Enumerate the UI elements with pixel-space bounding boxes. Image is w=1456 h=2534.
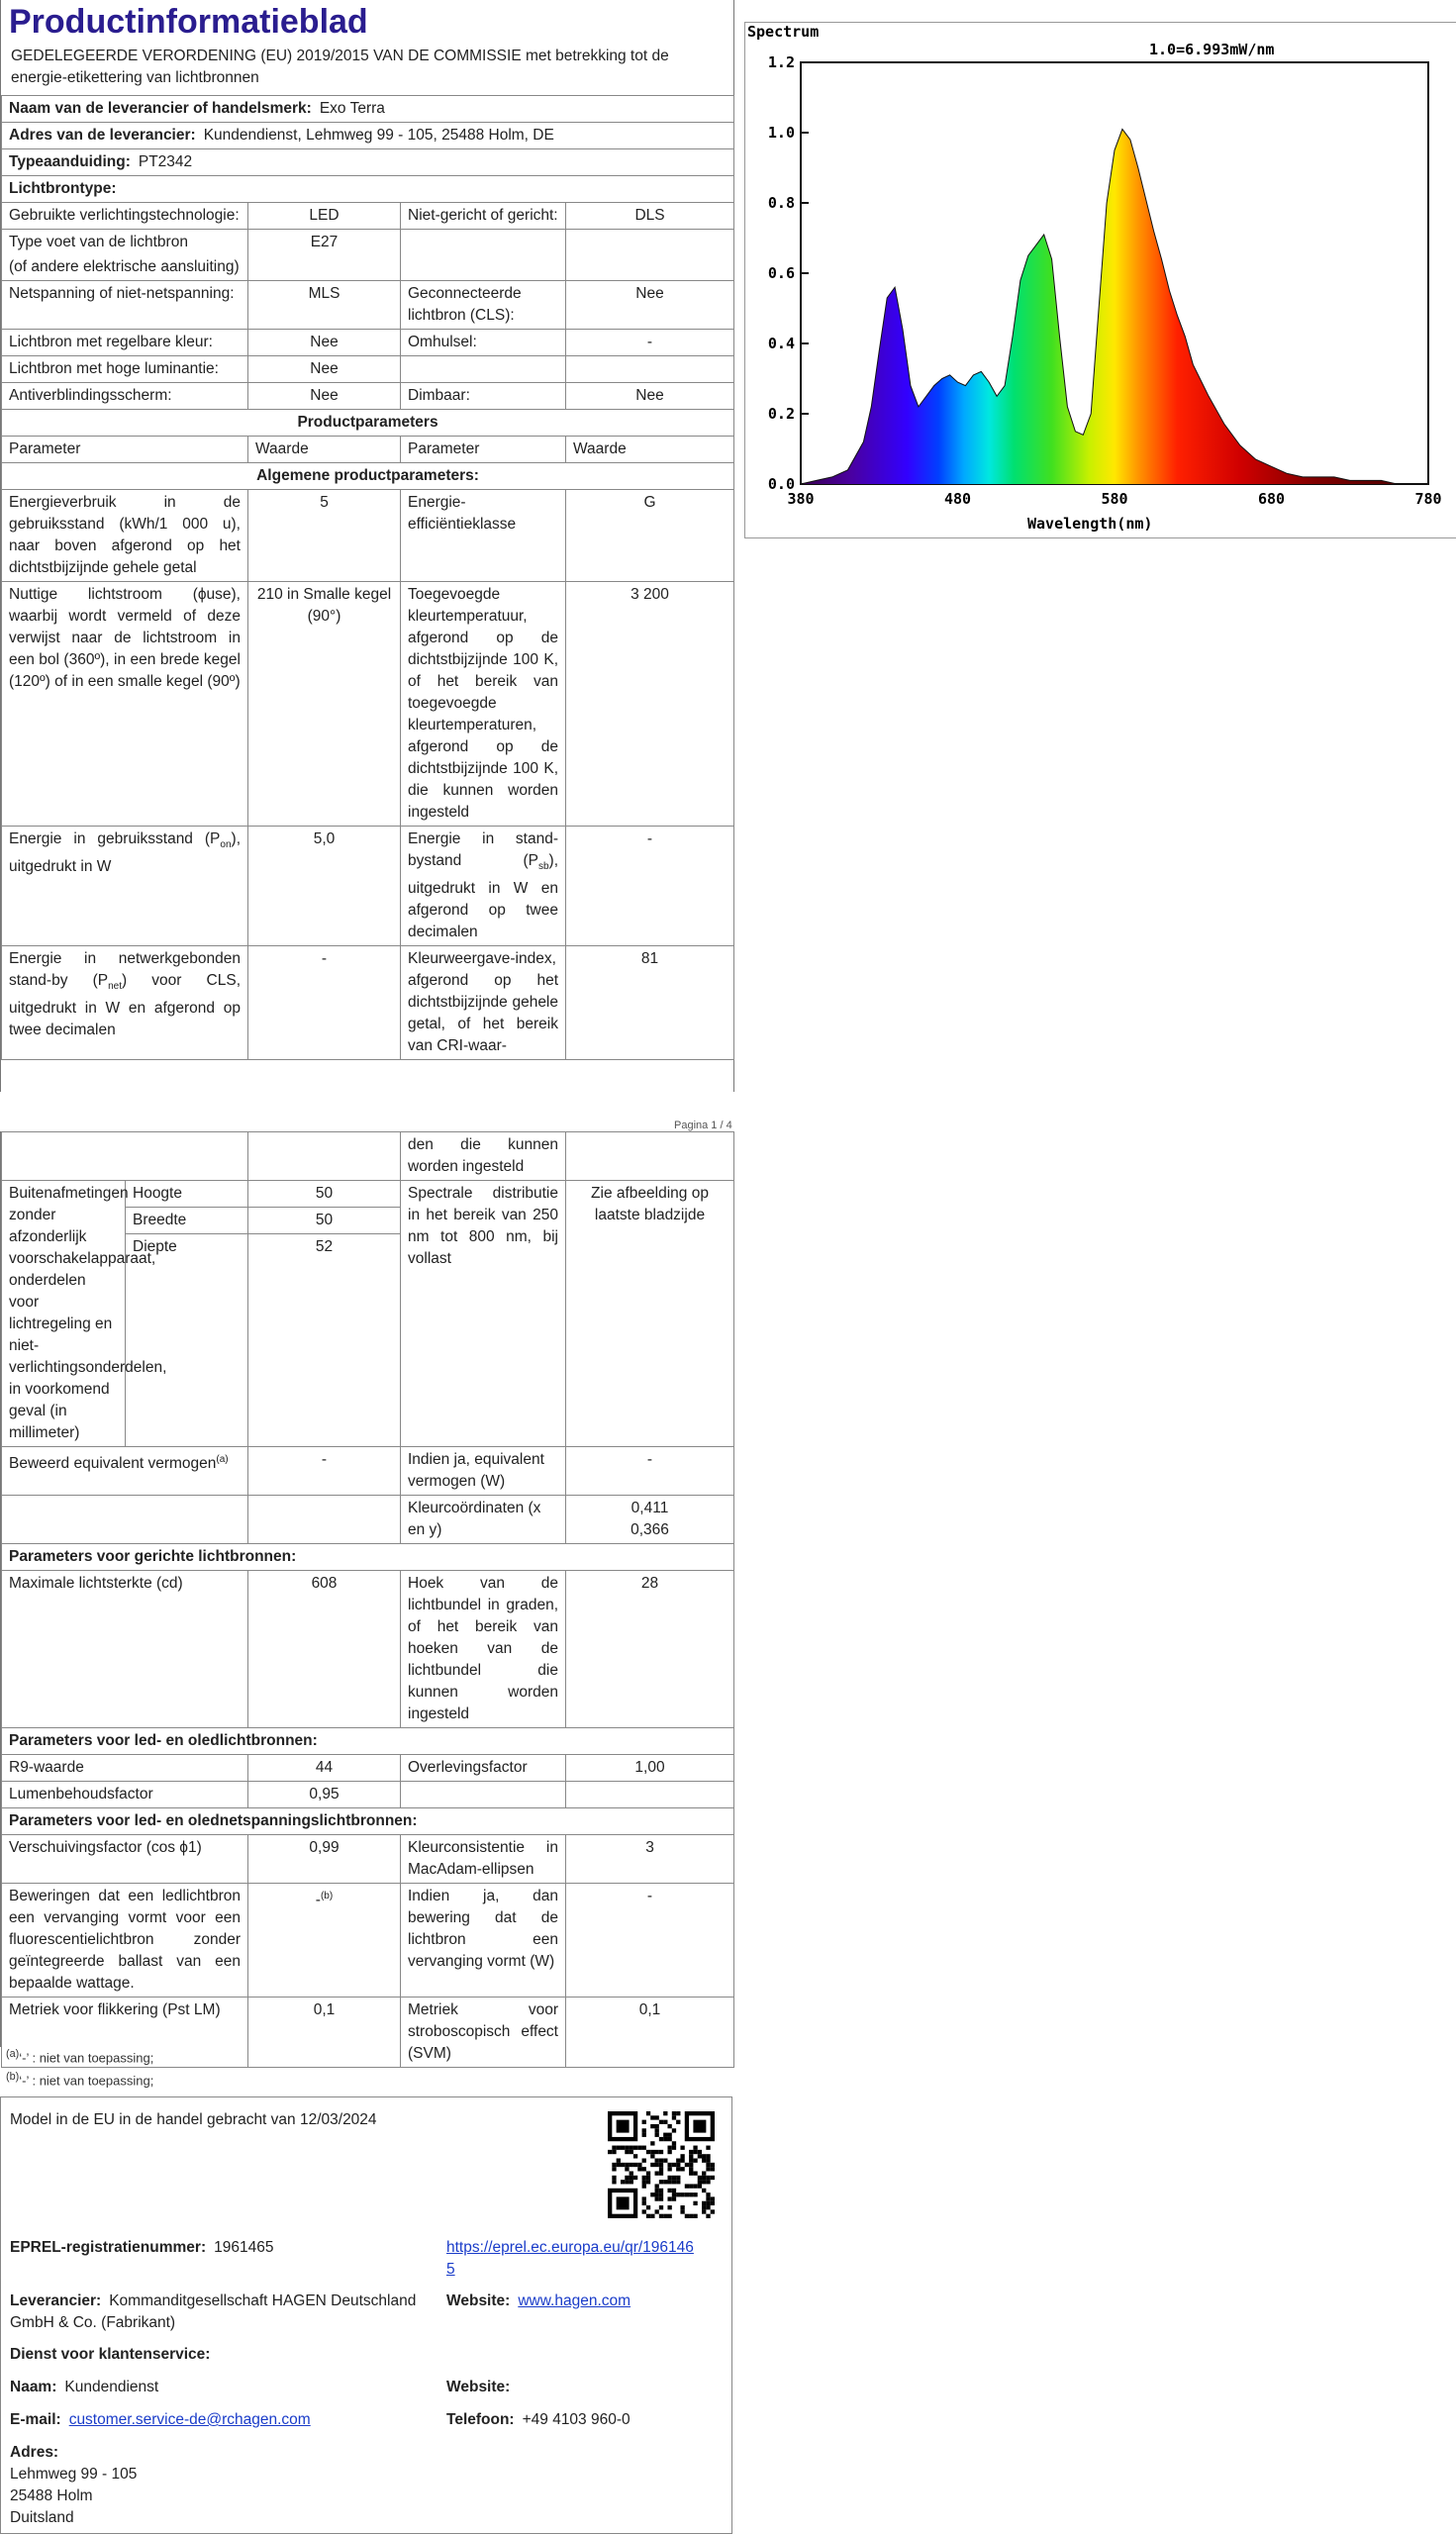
page-title: Productinformatieblad	[9, 3, 368, 41]
spectrum-chart	[744, 22, 1456, 538]
subscript: sb	[537, 861, 549, 873]
column-header: Waarde	[248, 437, 401, 463]
cell-value: -	[248, 946, 401, 1060]
supplier-address-row	[2, 123, 734, 149]
supplier-row	[10, 2290, 436, 2334]
y-tick-label: 0.8	[767, 194, 795, 212]
cell-label	[401, 356, 566, 383]
phone-label: Telefoon:	[446, 2411, 515, 2428]
label-text: Beweerd equivalent vermogen	[9, 1455, 217, 1473]
cell-value: 3 200	[566, 582, 734, 827]
table-row	[2, 490, 734, 582]
supplier-table	[1, 95, 734, 1060]
product-parameters-heading: Productparameters	[2, 410, 734, 437]
cell-label: R9-waarde	[2, 1755, 248, 1782]
cell-label-line: Type voet van de lichtbron	[9, 234, 188, 250]
cell-value: DLS	[566, 203, 734, 230]
table-header-row	[2, 437, 734, 463]
x-tick-label: 680	[1257, 490, 1286, 508]
height-label: Hoogte	[126, 1181, 248, 1208]
cell-label: Indien ja, dan bewering dat de lichtbron een vervanging vormt (W)	[401, 1884, 566, 1998]
cell-label: Verschuivingsfactor (cos ϕ1)	[2, 1835, 248, 1884]
table-row	[2, 281, 734, 330]
table-row	[2, 1447, 734, 1496]
eprel-link-wrap	[446, 2237, 694, 2281]
spectrum-area	[801, 129, 1428, 484]
cell-value: 0,99	[248, 1835, 401, 1884]
parameters-table-continued	[1, 1131, 734, 2068]
subscript: net	[108, 981, 122, 993]
supplier-info-box	[0, 2096, 732, 2534]
table-row	[2, 1755, 734, 1782]
supplier-value: Kommanditgesellschaft HAGEN Deutschland GmbH & Co. (Fabrikant)	[10, 2292, 417, 2331]
email-link[interactable]: customer.service-de@rchagen.com	[68, 2411, 311, 2428]
cell-value: 608	[248, 1571, 401, 1728]
contact-name-value: Kundendienst	[64, 2379, 159, 2395]
address-line: Duitsland	[10, 2509, 74, 2526]
supplier-label: Leverancier:	[10, 2292, 102, 2309]
label-text: ), uitgedrukt in W	[9, 830, 241, 876]
cell-label	[401, 1782, 566, 1808]
cell-label	[2, 946, 248, 1060]
chroma-x: 0,411	[631, 1500, 669, 1516]
cell-label	[2, 1447, 248, 1496]
footnote-mark: (a)	[6, 2048, 20, 2060]
cell-label	[401, 230, 566, 281]
led-heading: Parameters voor led- en oledlichtbronnen:	[2, 1728, 734, 1755]
address-line: Lehmweg 99 - 105	[10, 2466, 138, 2483]
table-row	[2, 827, 734, 946]
label-text: Energie in stand-bystand (P	[408, 830, 558, 869]
cell-label: Toegevoegde kleurtemperatuur, afgerond op de dichtstbijzijnde 100 K, of het bereik van toegevoegde kleurtemperaturen, afgerond op de dichtstbijzijnde 100 K, die kunnen worden ingesteld	[401, 582, 566, 827]
regulation-subtitle: GEDELEGEERDE VERORDENING (EU) 2019/2015 VAN DE COMMISSIE met betrekking tot de energie-etikettering van lichtbronnen	[11, 48, 669, 86]
cell-value: G	[566, 490, 734, 582]
cell-value: -	[566, 1447, 734, 1496]
table-row	[2, 1496, 734, 1544]
table-row	[2, 1181, 734, 1208]
supplier-name-label: Naam van de leverancier of handelsmerk:	[9, 100, 312, 117]
y-tick-label: 1.2	[767, 53, 795, 71]
cell-label: Beweringen dat een ledlichtbron een vervanging vormt voor een fluorescentielichtbron zonder geïntegreerde ballast van een bepaalde wattage.	[2, 1884, 248, 1998]
y-tick-label: 0.6	[767, 264, 795, 282]
market-date-text: Model in de EU in de handel gebracht van 12/03/2024	[10, 2111, 377, 2128]
cell-empty	[248, 1132, 401, 1181]
cell-label: Antiverblindingsscherm:	[2, 383, 248, 410]
label-text: Energie in netwerkgebonden stand-by (P	[9, 950, 241, 990]
cell-value	[566, 230, 734, 281]
contact-website-label: Website:	[446, 2379, 511, 2395]
eprel-row	[10, 2237, 273, 2259]
model-row	[2, 149, 734, 176]
cell-empty	[2, 1132, 248, 1181]
y-tick-label: 0.4	[767, 335, 795, 352]
contact-name-label: Naam:	[10, 2379, 57, 2395]
cell-value: 0,1	[248, 1998, 401, 2068]
supplier-address-label: Adres van de leverancier:	[9, 127, 196, 144]
chroma-y: 0,366	[631, 1521, 669, 1538]
website-link[interactable]: www.hagen.com	[518, 2292, 631, 2309]
general-parameters-heading: Algemene productparameters:	[2, 463, 734, 490]
column-header: Parameter	[401, 437, 566, 463]
cell-value: 44	[248, 1755, 401, 1782]
table-row	[2, 1132, 734, 1181]
cell-value: Nee	[248, 356, 401, 383]
footnote-mark: (a)	[216, 1454, 229, 1465]
mains-heading: Parameters voor led- en olednetspanningslichtbronnen:	[2, 1808, 734, 1835]
value-text: -	[315, 1892, 321, 1909]
cell-value: 28	[566, 1571, 734, 1728]
x-axis-label: Wavelength(nm)	[1027, 515, 1153, 533]
contact-website-row	[446, 2377, 518, 2398]
cell-label	[401, 827, 566, 946]
cell-label: Lichtbron met regelbare kleur:	[2, 330, 248, 356]
cell-value: 81	[566, 946, 734, 1060]
spectrum-title: Spectrum	[747, 23, 820, 41]
cell-value: LED	[248, 203, 401, 230]
supplier-address-value: Kundendienst, Lehmweg 99 - 105, 25488 Holm, DE	[203, 127, 554, 144]
cell-label: den die kunnen worden ingesteld	[401, 1132, 566, 1181]
cell-label: Energieverbruik in de gebruiksstand (kWh/1 000 u), naar boven afgerond op het dichtstbijzijnde gehele getal	[2, 490, 248, 582]
phone-value: +49 4103 960-0	[522, 2411, 631, 2428]
cell-empty	[248, 1496, 401, 1544]
cell-label: Energie-efficiëntieklasse	[401, 490, 566, 582]
cell-label: Kleurconsistentie in MacAdam-ellipsen	[401, 1835, 566, 1884]
cell-label: Spectrale distributie in het bereik van 250 nm tot 800 nm, bij vollast	[401, 1181, 566, 1447]
cell-value: Nee	[248, 383, 401, 410]
spectrum-svg	[745, 23, 1455, 536]
table-row	[2, 1884, 734, 1998]
cell-label: Niet-gericht of gericht:	[401, 203, 566, 230]
cell-value: MLS	[248, 281, 401, 330]
label-text: Energie in gebruiksstand (P	[9, 830, 221, 847]
cell-label: Maximale lichtsterkte (cd)	[2, 1571, 248, 1728]
cell-label: Nuttige lichtstroom (ϕuse), waarbij wordt vermeld of deze verwijst naar de lichtstroom in een bol (360º), in een brede kegel (120º) of in een smalle kegel (90º)	[2, 582, 248, 827]
depth-value: 52	[248, 1234, 401, 1447]
cell-value: 5,0	[248, 827, 401, 946]
cell-value	[248, 1884, 401, 1998]
cell-value: Nee	[248, 330, 401, 356]
x-tick-label: 380	[787, 490, 815, 508]
supplier-name-row	[2, 96, 734, 123]
footnote-b	[6, 2071, 153, 2088]
table-row	[2, 946, 734, 1060]
subscript: on	[220, 839, 232, 851]
x-tick-label: 780	[1414, 490, 1442, 508]
cell-value: Zie afbeelding op laatste bladzijde	[566, 1181, 734, 1447]
cell-label: Geconnecteerde lichtbron (CLS):	[401, 281, 566, 330]
website-row	[446, 2290, 631, 2312]
eprel-value: 1961465	[214, 2239, 274, 2256]
spectrum-scale-note: 1.0=6.993mW/nm	[1149, 41, 1275, 58]
page-1	[0, 0, 734, 1092]
table-row	[2, 1835, 734, 1884]
website-label: Website:	[446, 2292, 511, 2309]
cell-label	[2, 827, 248, 946]
cell-value: -	[566, 1884, 734, 1998]
x-tick-label: 580	[1101, 490, 1128, 508]
cell-value	[566, 1782, 734, 1808]
cell-value: 0,1	[566, 1998, 734, 2068]
cell-label: Lichtbron met hoge luminantie:	[2, 356, 248, 383]
cell-empty	[566, 1132, 734, 1181]
cell-value: 1,00	[566, 1755, 734, 1782]
directed-heading: Parameters voor gerichte lichtbronnen:	[2, 1544, 734, 1571]
table-row	[2, 356, 734, 383]
phone-row	[446, 2409, 631, 2431]
cell-value: Nee	[566, 383, 734, 410]
light-source-type-heading: Lichtbrontype:	[2, 176, 734, 203]
dimensions-label: Buitenafmetingen zonder afzonderlijk voorschakelapparaat, onderdelen voor lichtregeling en niet-verlichtingsonderdelen, in voorkomend geval (in millimeter)	[2, 1181, 126, 1447]
column-header: Waarde	[566, 437, 734, 463]
cell-value	[566, 356, 734, 383]
cell-label: Gebruikte verlichtingstechnologie:	[2, 203, 248, 230]
width-value: 50	[248, 1208, 401, 1234]
cell-label: Netspanning of niet-netspanning:	[2, 281, 248, 330]
eprel-label: EPREL-registratienummer:	[10, 2239, 207, 2256]
model-label: Typeaanduiding:	[9, 153, 131, 170]
cell-label: Omhulsel:	[401, 330, 566, 356]
cell-label: Metriek voor flikkering (Pst LM)	[2, 1998, 248, 2068]
cell-value: Nee	[566, 281, 734, 330]
address-line: 25488 Holm	[10, 2487, 93, 2504]
email-label: E-mail:	[10, 2411, 61, 2428]
table-row	[2, 330, 734, 356]
cell-label: Kleurcoördinaten (x en y)	[401, 1496, 566, 1544]
cell-label: Dimbaar:	[401, 383, 566, 410]
cell-label: Hoek van de lichtbundel in graden, of het bereik van hoeken van de lichtbundel die kunnen worden ingesteld	[401, 1571, 566, 1728]
supplier-name-value: Exo Terra	[319, 100, 385, 117]
cell-value: 3	[566, 1835, 734, 1884]
cell-value: -	[566, 827, 734, 946]
cell-label: Lumenbehoudsfactor	[2, 1782, 248, 1808]
cell-label-line: (of andere elektrische aansluiting)	[9, 258, 240, 275]
cell-empty	[2, 1496, 248, 1544]
width-label: Breedte	[126, 1208, 248, 1234]
customer-service-heading: Dienst voor klantenservice:	[10, 2346, 211, 2363]
footnote-a	[6, 2048, 153, 2065]
email-row	[10, 2409, 311, 2431]
eprel-link[interactable]: https://eprel.ec.europa.eu/qr/1961465	[446, 2239, 694, 2278]
page-number: Pagina 1 / 4	[674, 1120, 732, 1131]
x-tick-label: 480	[943, 490, 972, 508]
table-row	[2, 582, 734, 827]
cell-value: E27	[248, 230, 401, 281]
label-text: ) voor CLS, uitgedrukt in W en afgerond op twee decimalen	[9, 972, 241, 1039]
depth-label: Diepte	[126, 1234, 248, 1447]
model-value: PT2342	[138, 153, 193, 170]
cell-label: Kleurweergave-index, afgerond op het dichtstbijzijnde gehele getal, of het bereik van CRI-waar-	[401, 946, 566, 1060]
column-header: Parameter	[2, 437, 248, 463]
cell-label: Overlevingsfactor	[401, 1755, 566, 1782]
y-tick-label: 1.0	[767, 124, 795, 142]
cell-value: 210 in Smalle kegel (90°)	[248, 582, 401, 827]
label-text: ), uitgedrukt in W en afgerond op twee decimalen	[408, 852, 558, 941]
footnote-mark: (b)	[6, 2071, 20, 2083]
cell-value: -	[566, 330, 734, 356]
height-value: 50	[248, 1181, 401, 1208]
cell-value	[566, 1496, 734, 1544]
footnote-text: ‘-’ : niet van toepassing;	[19, 2050, 154, 2066]
cell-label: Metriek voor stroboscopisch effect (SVM)	[401, 1998, 566, 2068]
cell-label: Indien ja, equivalent vermogen (W)	[401, 1447, 566, 1496]
cell-value: 5	[248, 490, 401, 582]
footnote-mark: (b)	[320, 1891, 334, 1901]
table-row	[2, 203, 734, 230]
table-row	[2, 1571, 734, 1728]
table-row	[2, 383, 734, 410]
qr-code-icon[interactable]	[608, 2111, 715, 2218]
cell-label	[2, 230, 248, 281]
contact-name-row	[10, 2377, 158, 2398]
table-row	[2, 230, 734, 281]
cell-value: -	[248, 1447, 401, 1496]
footnote-text: ‘-’ : niet van toepassing;	[19, 2073, 154, 2089]
y-tick-label: 0.0	[767, 475, 795, 493]
y-tick-label: 0.2	[767, 405, 795, 423]
cell-value: 0,95	[248, 1782, 401, 1808]
address-label: Adres:	[10, 2444, 59, 2461]
table-row	[2, 1782, 734, 1808]
